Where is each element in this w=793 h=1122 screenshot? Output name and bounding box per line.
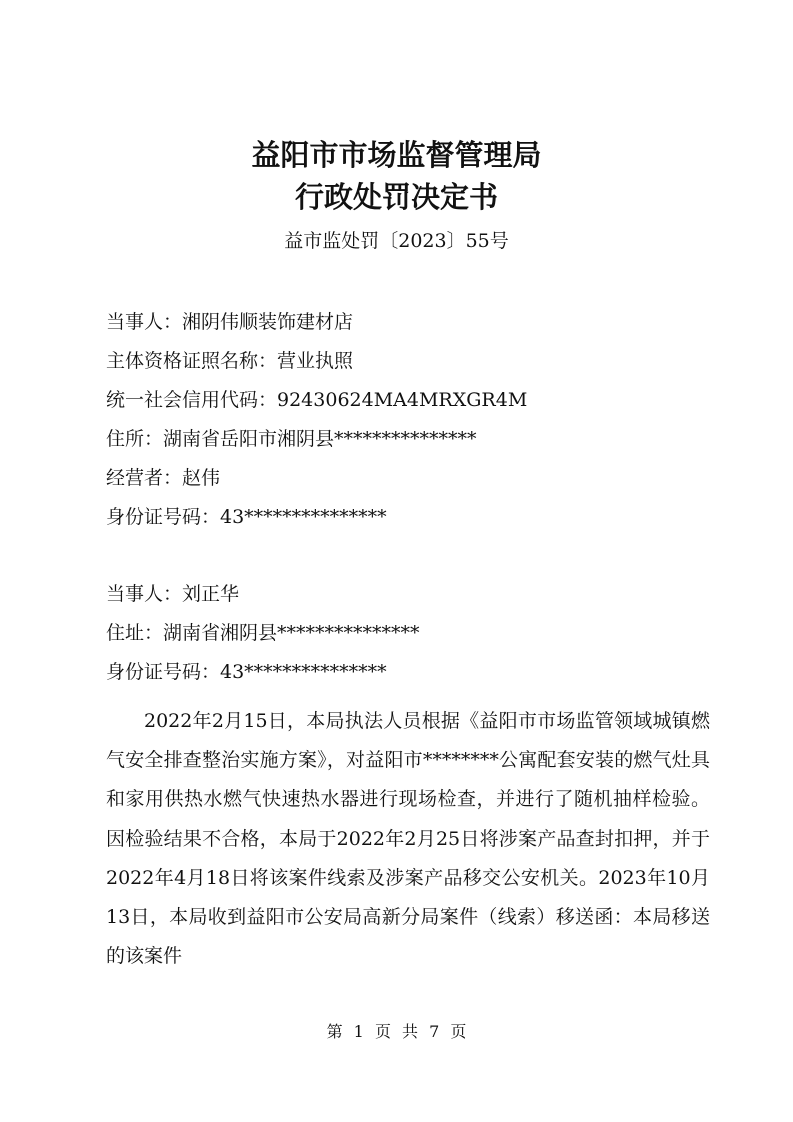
party1-info <box>106 308 706 542</box>
party2-info <box>106 580 706 697</box>
document-title-authority: 益阳市市场监督管理局 <box>251 138 542 172</box>
document-number: 益市监处罚〔2023〕55号 <box>284 230 509 252</box>
party1-license-name: 主体资格证照名称：营业执照 <box>106 350 354 372</box>
body-paragraph: 2022年2月15日，本局执法人员根据《益阳市市场监管领域城镇燃气安全排查整治实施方案》，对益阳市********公寓配套安装的燃气灶具和家用供热水燃气快速热水器进行现场检查，并进行了随机抽样检验。因检验结果不合格，本局于2022年2月25日将涉案产品查封扣押，并于2022年4月18日将该案件线索及涉案产品移交公安机关。2023年10月13日，本局收到益阳市公安局高新分局案件（线索）移送函：本局移送的该案件 <box>106 710 710 968</box>
party1-credit-code: 统一社会信用代码：92430624MA4MRXGR4M <box>106 389 528 411</box>
party1-operator: 经营者：赵伟 <box>106 467 221 489</box>
party2-address: 住址：湖南省湘阴县*************** <box>106 622 420 644</box>
party1-id-number: 身份证号码：43*************** <box>106 506 387 528</box>
party2-id-number: 身份证号码：43*************** <box>106 661 387 683</box>
document-title-type: 行政处罚决定书 <box>294 180 498 214</box>
party1-name: 当事人：湘阴伟顺装饰建材店 <box>106 311 354 333</box>
page-footer: 第 1 页 共 7 页 <box>326 1022 467 1041</box>
party2-name: 当事人：刘正华 <box>106 583 240 605</box>
party1-address: 住所：湖南省岳阳市湘阴县*************** <box>106 428 477 450</box>
